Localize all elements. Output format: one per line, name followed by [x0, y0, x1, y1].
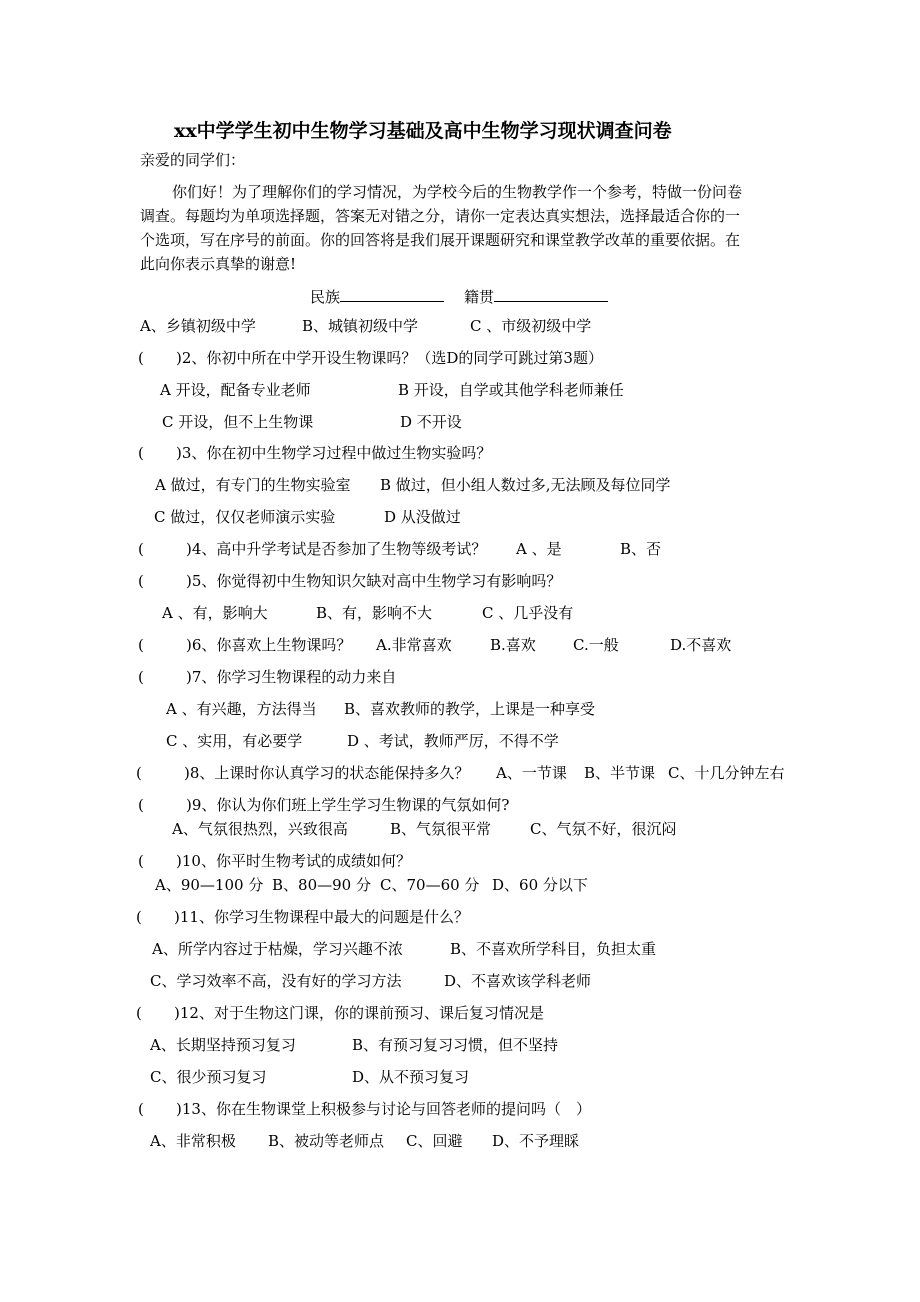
q12-answer-paren[interactable]: ( — [136, 1004, 142, 1022]
q9-option-a: A、气氛很热烈，兴致很高 — [172, 820, 348, 838]
q7-option-d: D 、考试，教师严厉，不得不学 — [347, 732, 559, 750]
q5-stem: )5、你觉得初中生物知识欠缺对高中生物学习有影响吗？ — [186, 572, 562, 590]
intro-line-1: 你们好！为了理解你们的学习情况，为学校今后的生物教学作一个参考，特做一份问卷 — [172, 183, 743, 201]
q6-option-a: A.非常喜欢 — [376, 636, 452, 654]
q3-option-c: C 做过，仅仅老师演示实验 — [154, 508, 336, 526]
q4-answer-paren[interactable]: ( — [138, 540, 144, 558]
q13-option-d: D、不予理睬 — [492, 1132, 580, 1150]
origin-blank[interactable] — [494, 285, 608, 302]
q7-option-b: B、喜欢教师的教学，上课是一种享受 — [344, 700, 596, 718]
q9-answer-paren[interactable]: ( — [138, 796, 144, 814]
greeting: 亲爱的同学们： — [140, 151, 246, 169]
q8-option-a: A、一节课 — [496, 764, 567, 782]
q13-option-a: A、非常积极 — [150, 1132, 236, 1150]
q8-stem: )8、上课时你认真学习的状态能保持多久？ — [184, 764, 470, 782]
q1-option-a: A、乡镇初级中学 — [140, 317, 256, 335]
info-fields — [310, 285, 608, 307]
q6-option-b: B.喜欢 — [490, 636, 536, 654]
q6-stem: )6、你喜欢上生物课吗？ — [186, 636, 352, 654]
q9-stem: )9、你认为你们班上学生学习生物课的气氛如何? — [186, 796, 510, 814]
q2-answer-paren[interactable]: ( — [138, 349, 144, 367]
q8-option-b: B、半节课 — [584, 764, 656, 782]
ethnicity-label: 民族 — [310, 288, 341, 306]
intro-line-2: 调查。每题均为单项选择题，答案无对错之分，请你一定表达真实想法，选择最适合你的一 — [140, 207, 741, 225]
q3-option-a: A 做过，有专门的生物实验室 — [155, 476, 351, 494]
q12-option-b: B、有预习复习习惯，但不坚持 — [352, 1036, 559, 1054]
q2-option-c: C 开设，但不上生物课 — [162, 413, 314, 431]
intro-line-4: 此向你表示真挚的谢意! — [140, 255, 297, 273]
q3-answer-paren[interactable]: ( — [138, 444, 144, 462]
q12-option-c: C、很少预习复习 — [150, 1068, 267, 1086]
q10-stem: )10、你平时生物考试的成绩如何？ — [176, 852, 411, 870]
q2-stem: )2、你初中所在中学开设生物课吗？（选D的同学可跳过第3题） — [176, 349, 603, 367]
q13-stem: )13、你在生物课堂上积极参与讨论与回答老师的提问吗（ ） — [176, 1100, 591, 1118]
q6-answer-paren[interactable]: ( — [138, 636, 144, 654]
q4-stem: )4、高中升学考试是否参加了生物等级考试？ — [186, 540, 487, 558]
intro-line-3: 个选项，写在序号的前面。你的回答将是我们展开课题研究和课堂教学改革的重要依据。在 — [140, 231, 741, 249]
q11-stem: )11、你学习生物课程中最大的问题是什么？ — [174, 908, 469, 926]
q9-option-c: C、气氛不好，很沉闷 — [530, 820, 677, 838]
q10-option-c: C、70—60 分 — [380, 876, 480, 894]
q6-option-d: D.不喜欢 — [670, 636, 732, 654]
q3-stem: )3、你在初中生物学习过程中做过生物实验吗？ — [176, 444, 492, 462]
q7-answer-paren[interactable]: ( — [138, 668, 144, 686]
q11-option-d: D、不喜欢该学科老师 — [444, 972, 592, 990]
q7-option-a: A 、有兴趣，方法得当 — [166, 700, 317, 718]
q13-option-b: B、被动等老师点 — [268, 1132, 385, 1150]
q10-option-d: D、60 分以下 — [492, 876, 588, 894]
q12-option-d: D、从不预习复习 — [352, 1068, 470, 1086]
q12-stem: )12、对于生物这门课，你的课前预习、课后复习情况是 — [174, 1004, 544, 1022]
q9-option-b: B、气氛很平常 — [390, 820, 492, 838]
q13-answer-paren[interactable]: ( — [138, 1100, 144, 1118]
q5-option-b: B、有，影响不大 — [316, 604, 433, 622]
q5-option-a: A 、有，影响大 — [162, 604, 268, 622]
q12-option-a: A、长期坚持预习复习 — [150, 1036, 296, 1054]
q10-answer-paren[interactable]: ( — [138, 852, 144, 870]
origin-label: 籍贯 — [464, 288, 495, 306]
q7-stem: )7、你学习生物课程的动力来自 — [186, 668, 397, 686]
q2-option-a: A 开设，配备专业老师 — [160, 381, 311, 399]
q11-option-b: B、不喜欢所学科目，负担太重 — [450, 940, 657, 958]
q2-option-d: D 不开设 — [400, 413, 462, 431]
q11-answer-paren[interactable]: ( — [136, 908, 142, 926]
q3-option-d: D 从没做过 — [384, 508, 461, 526]
q1-option-c: C 、市级初级中学 — [470, 317, 592, 335]
q7-option-c: C 、实用，有必要学 — [166, 732, 303, 750]
q2-option-b: B 开设，自学或其他学科老师兼任 — [398, 381, 624, 399]
ethnicity-blank[interactable] — [340, 285, 444, 302]
q4-option-b: B、否 — [620, 540, 662, 558]
q11-option-a: A、所学内容过于枯燥，学习兴趣不浓 — [152, 940, 403, 958]
q10-option-a: A、90—100 分 — [155, 876, 264, 894]
q5-option-c: C 、几乎没有 — [482, 604, 574, 622]
q13-option-c: C、回避 — [406, 1132, 463, 1150]
q5-answer-paren[interactable]: ( — [138, 572, 144, 590]
q6-option-c: C.一般 — [573, 636, 619, 654]
q8-answer-paren[interactable]: ( — [136, 764, 142, 782]
q4-option-a: A 、是 — [516, 540, 562, 558]
page-title: xx中学学生初中生物学习基础及高中生物学习现状调查问卷 — [174, 120, 672, 142]
q1-option-b: B、城镇初级中学 — [302, 317, 419, 335]
q10-option-b: B、80—90 分 — [272, 876, 371, 894]
q11-option-c: C、学习效率不高，没有好的学习方法 — [150, 972, 402, 990]
q3-option-b: B 做过，但小组人数过多,无法顾及每位同学 — [380, 476, 671, 494]
q8-option-c: C、十几分钟左右 — [668, 764, 785, 782]
